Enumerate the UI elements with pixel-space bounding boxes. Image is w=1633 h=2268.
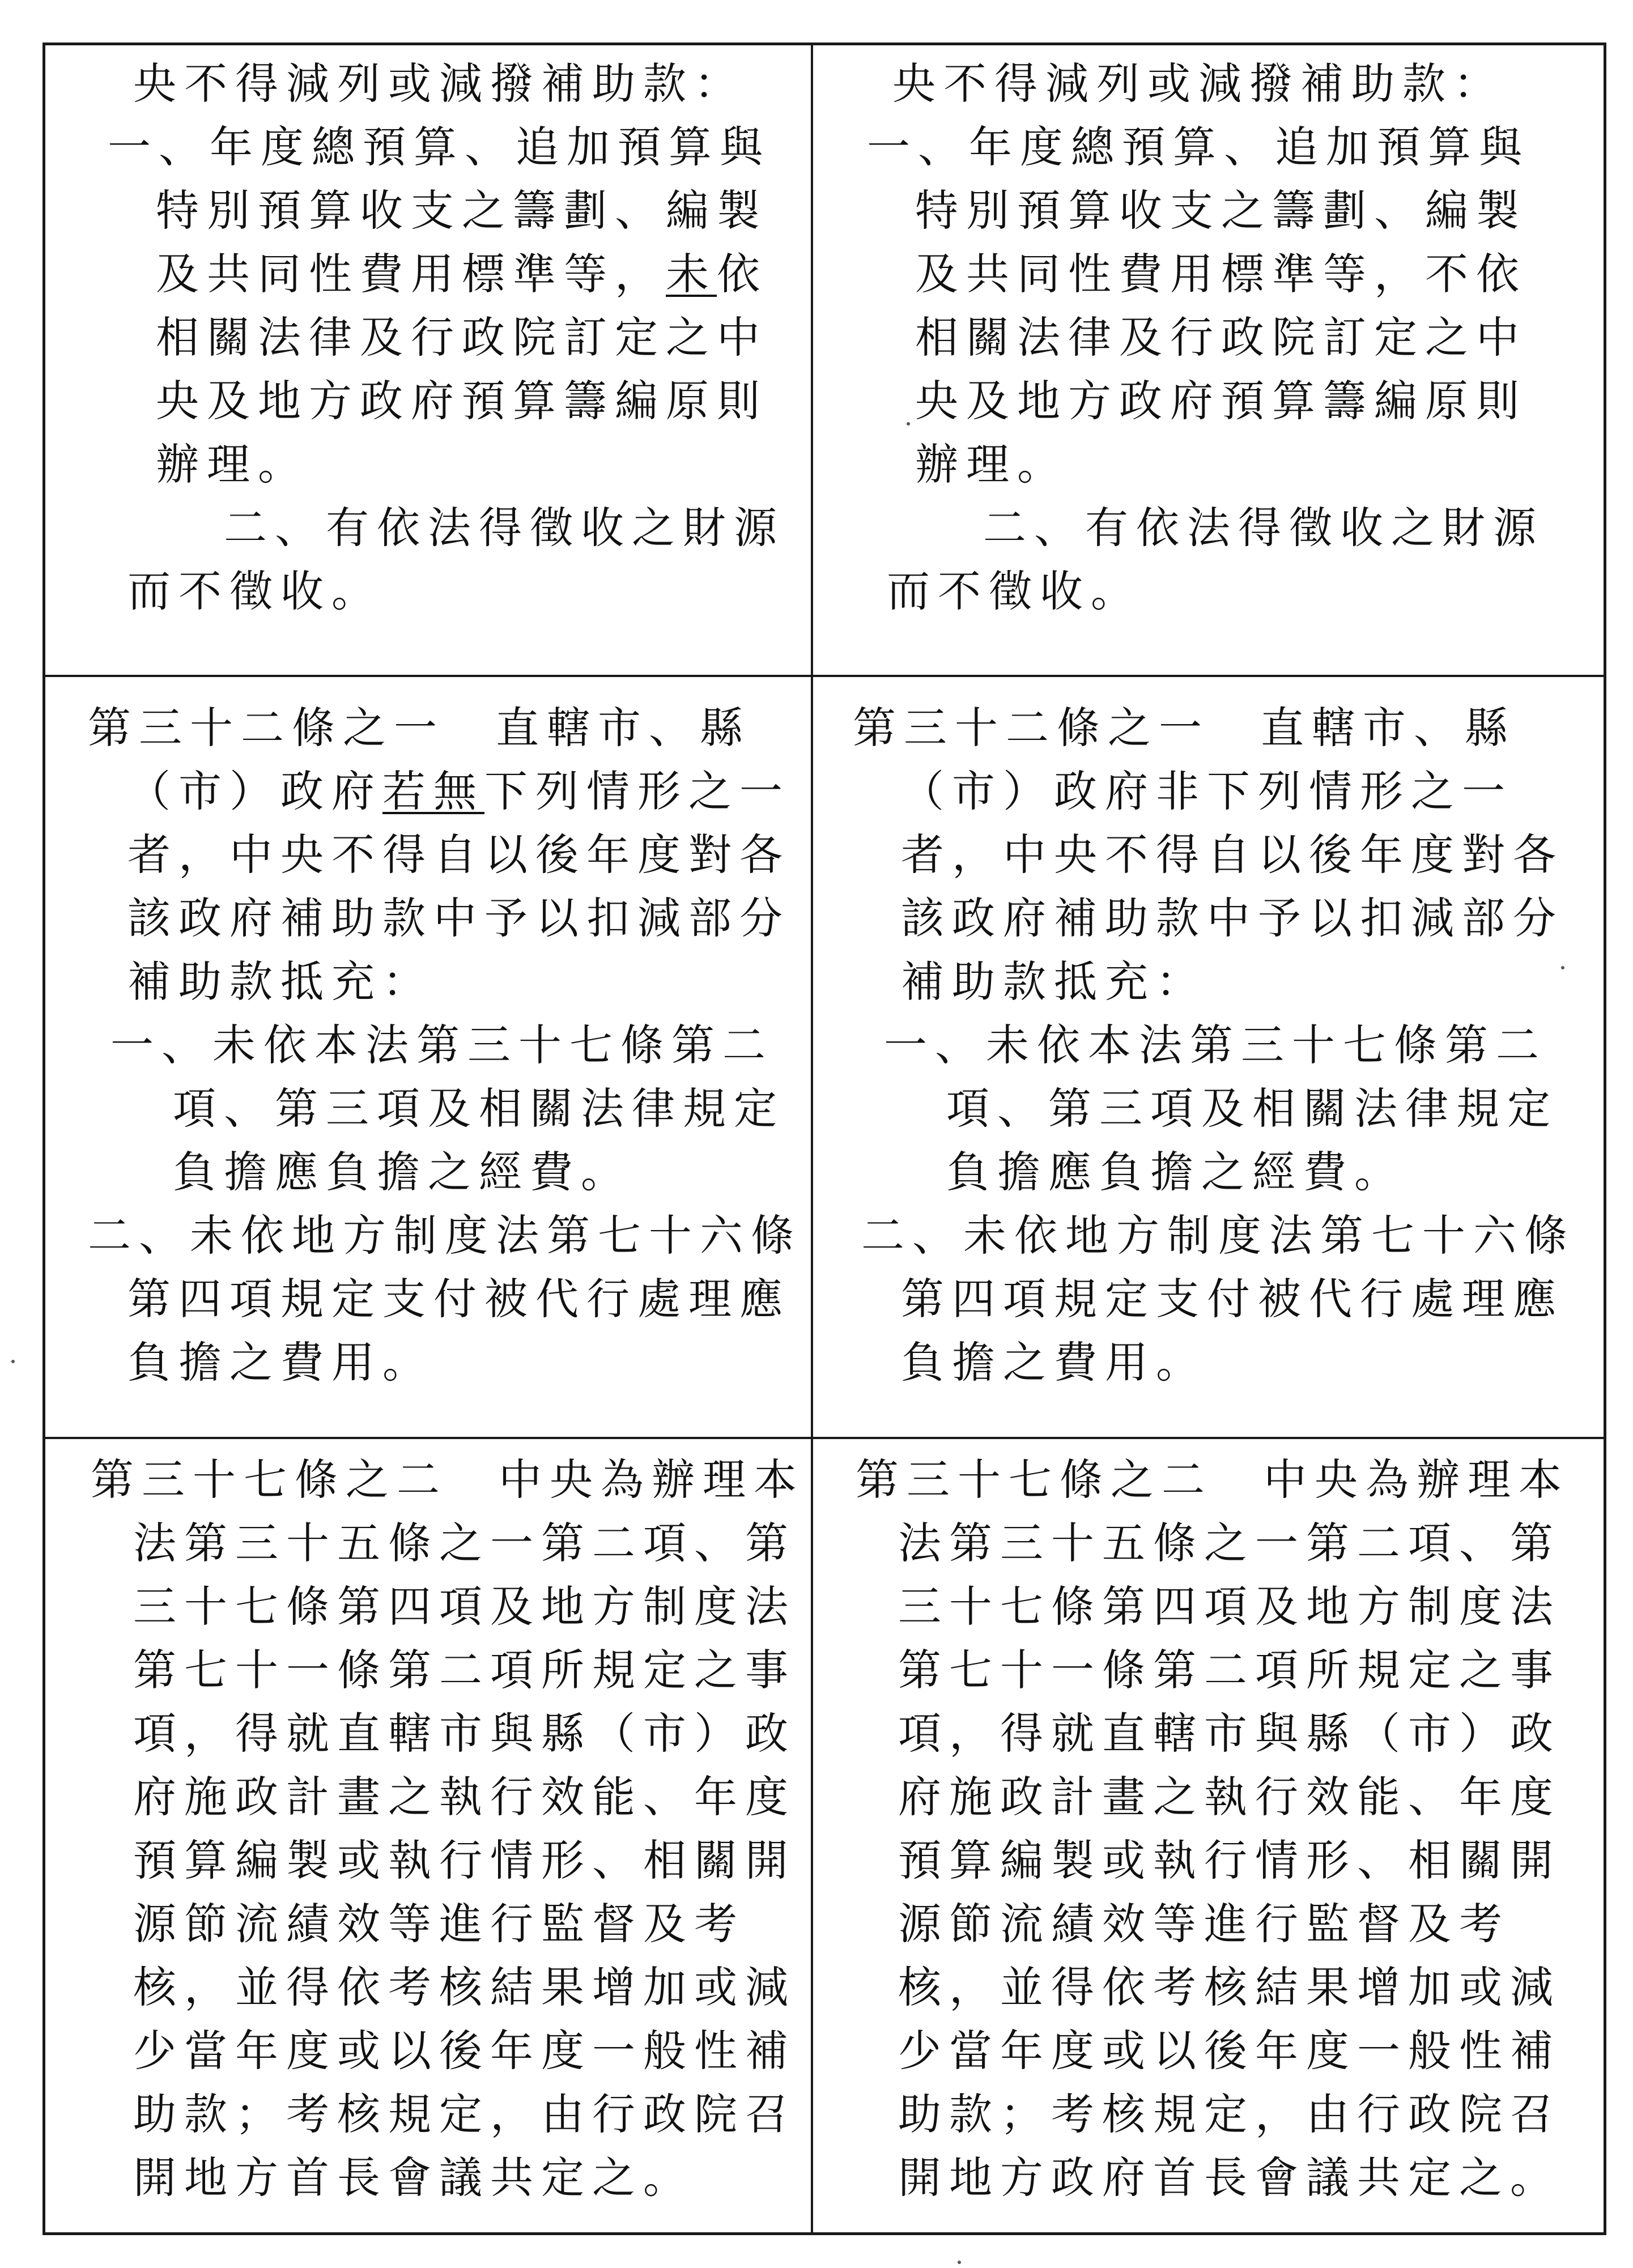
line: 負擔應負擔之經費。 (173, 1147, 632, 1197)
line: 二、未依地方制度法第七十六條 (88, 1210, 802, 1261)
line: 開地方首長會議共定之。 (133, 2152, 694, 2203)
line: 一、未依本法第三十七條第二 (884, 1020, 1547, 1070)
line: 及共同性費用標準等，未依 (156, 249, 768, 299)
line: 該政府補助款中予以扣減部分 (127, 893, 790, 943)
line: 項，得就直轄市與縣（市）政 (898, 1708, 1561, 1759)
article-heading: 第三十二條之一 直轄市、縣 (88, 703, 751, 753)
row3-left-cell (45, 1439, 813, 2232)
line: 負擔應負擔之經費。 (946, 1147, 1405, 1197)
line: 相關法律及行政院訂定之中 (156, 312, 768, 363)
line: 央及地方政府預算籌編原則 (156, 376, 768, 426)
line: 源節流績效等進行監督及考 (898, 1899, 1510, 1949)
line: （市）政府若無下列情形之一 (127, 766, 790, 816)
line: 源節流績效等進行監督及考 (133, 1899, 745, 1949)
line: 一、未依本法第三十七條第二 (110, 1020, 773, 1070)
line: 第七十一條第二項所規定之事 (133, 1645, 796, 1695)
line: 而不徵收。 (127, 566, 382, 616)
line: 第七十一條第二項所規定之事 (898, 1645, 1561, 1695)
line: 一、年度總預算、追加預算與 (108, 122, 771, 172)
row3-right-cell (813, 1439, 1604, 2232)
article-heading: 第三十七條之二 中央為辦理本 (91, 1454, 805, 1505)
line: 項、第三項及相關法律規定 (173, 1083, 785, 1134)
row2-left-cell (45, 677, 813, 1439)
line: 項、第三項及相關法律規定 (946, 1083, 1558, 1134)
scan-speck (958, 2261, 961, 2264)
scan-speck (907, 422, 910, 425)
line: 特別預算收支之籌劃、編製 (915, 185, 1527, 236)
line: 第四項規定支付被代行處理應 (127, 1274, 790, 1324)
line: 二、有依法得徵收之財源 (224, 503, 785, 553)
line: 者，中央不得自以後年度對各 (901, 829, 1564, 880)
row1-left-cell (45, 45, 813, 677)
article-heading: 第三十二條之一 直轄市、縣 (853, 703, 1516, 753)
line: 辦理。 (156, 439, 309, 490)
line: 助款；考核規定，由行政院召 (898, 2089, 1561, 2139)
line: 者，中央不得自以後年度對各 (127, 829, 790, 880)
line: 助款；考核規定，由行政院召 (133, 2089, 796, 2139)
line: 少當年度或以後年度一般性補 (133, 2026, 796, 2076)
scan-speck (1561, 966, 1564, 969)
line: 三十七條第四項及地方制度法 (898, 1581, 1561, 1632)
line: 央及地方政府預算籌編原則 (915, 376, 1527, 426)
line: 而不徵收。 (887, 566, 1142, 616)
line: 補助款抵充： (127, 956, 433, 1007)
line: 府施政計畫之執行效能、年度 (898, 1772, 1561, 1822)
underlined-text: 若無 (382, 766, 484, 816)
line: 核，並得依考核結果增加或減 (898, 1962, 1561, 2012)
article-heading: 第三十七條之二 中央為辦理本 (856, 1454, 1570, 1505)
line: 負擔之費用。 (127, 1337, 433, 1388)
line: 補助款抵充： (901, 956, 1207, 1007)
line: 一、年度總預算、追加預算與 (867, 122, 1530, 172)
row1-right-cell (813, 45, 1604, 677)
line: 相關法律及行政院訂定之中 (915, 312, 1527, 363)
scan-speck (11, 1360, 15, 1363)
line: 央不得減列或減撥補助款： (892, 58, 1504, 109)
line: 該政府補助款中予以扣減部分 (901, 893, 1564, 943)
line: 開地方政府首長會議共定之。 (898, 2152, 1561, 2203)
line: 及共同性費用標準等，不依 (915, 249, 1527, 299)
line: 辦理。 (915, 439, 1068, 490)
line: 特別預算收支之籌劃、編製 (156, 185, 768, 236)
line: 預算編製或執行情形、相關開 (133, 1835, 796, 1886)
line: 二、有依法得徵收之財源 (983, 503, 1544, 553)
line: （市）政府非下列情形之一 (901, 766, 1513, 816)
underlined-text: 未 (666, 249, 717, 299)
line: 核，並得依考核結果增加或減 (133, 1962, 796, 2012)
line: 央不得減列或減撥補助款： (133, 58, 745, 109)
line: 預算編製或執行情形、相關開 (898, 1835, 1561, 1886)
line: 府施政計畫之執行效能、年度 (133, 1772, 796, 1822)
line: 二、未依地方制度法第七十六條 (861, 1210, 1575, 1261)
line: 法第三十五條之一第二項、第 (133, 1518, 796, 1568)
line: 三十七條第四項及地方制度法 (133, 1581, 796, 1632)
comparison-table (42, 42, 1606, 2235)
row2-right-cell (813, 677, 1604, 1439)
line: 法第三十五條之一第二項、第 (898, 1518, 1561, 1568)
line: 第四項規定支付被代行處理應 (901, 1274, 1564, 1324)
line: 少當年度或以後年度一般性補 (898, 2026, 1561, 2076)
line: 負擔之費用。 (901, 1337, 1207, 1388)
line: 項，得就直轄市與縣（市）政 (133, 1708, 796, 1759)
